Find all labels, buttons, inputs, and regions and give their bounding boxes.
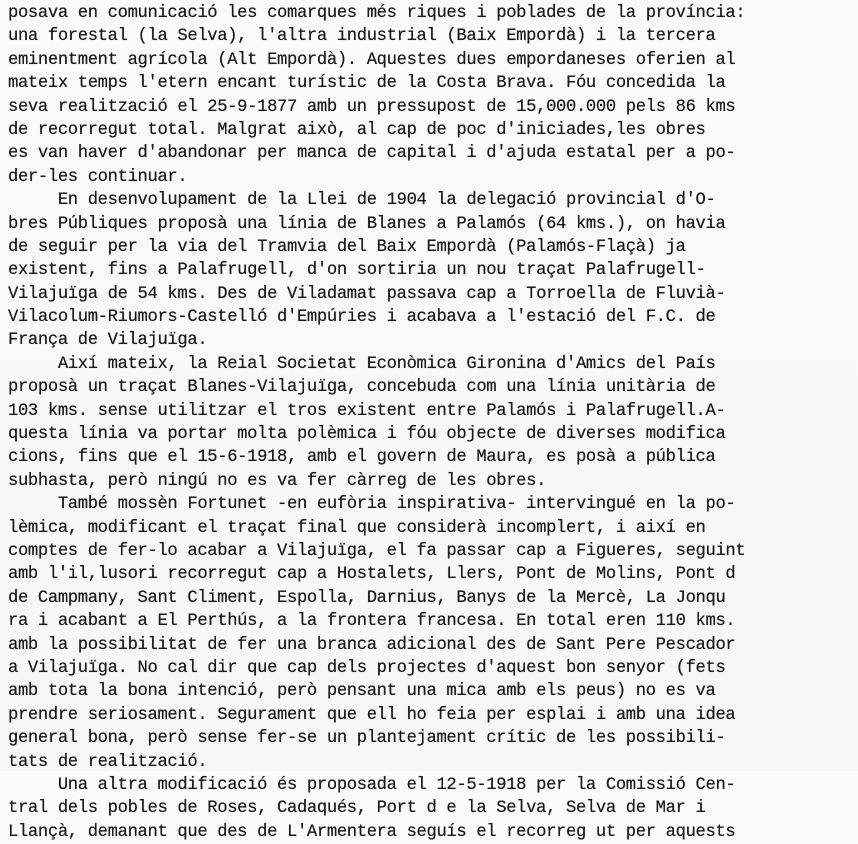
text-line: es van haver d'abandonar per manca de capital i d'ajuda estatal per a po- [8, 144, 736, 164]
text-line: 103 kms. sense utilitzar el tros existent entre Palamós i Palafrugell.A- [8, 401, 726, 421]
text-line: ra i acabant a El Perthús, a la frontera francesa. En total eren 110 kms. [8, 612, 736, 632]
text-line: posava en comunicació les comarques més riques i poblades de la província: [8, 4, 746, 23]
text-line: una forestal (la Selva), l'altra industrial (Baix Empordà) i la tercera [8, 27, 716, 47]
text-line: prendre seriosament. Segurament que ell ho feia per esplai i amb una idea [8, 705, 736, 725]
text-line: Vilajuïga de 54 kms. Des de Viladamat passava cap a Torroella de Fluvià- [8, 284, 726, 304]
text-line: seva realització el 25-9-1877 amb un pressupost de 15,000.000 pels 86 kms [8, 97, 736, 117]
text-line: de seguir per la via del Tramvia del Baix Empordà (Palamós-Flaçà) ja [8, 237, 686, 257]
text-line: amb l'il,lusori recorregut cap a Hostalets, Llers, Pont de Molins, Pont d [8, 565, 736, 585]
document-body [8, 2, 854, 844]
text-line: comptes de fer-lo acabar a Vilajuïga, el fa passar cap a Figueres, seguint [8, 541, 746, 561]
text-line: amb tota la bona intenció, però pensant una mica amb els peus) no es va [8, 682, 716, 702]
text-line: a Vilajuïga. No cal dir que cap dels projectes d'aquest bon senyor (fets [8, 658, 726, 678]
text-line: També mossèn Fortunet -en eufòria inspirativa- intervingué en la po- [8, 495, 736, 515]
text-line: existent, fins a Palafrugell, d'on sortiria un nou traçat Palafrugell- [8, 261, 706, 281]
text-line: subhasta, però ningú no es va fer càrreg de les obres. [8, 471, 547, 491]
text-line: Una altra modificació és proposada el 12-5-1918 per la Comissió Cen- [8, 775, 736, 795]
text-line: Així mateix, la Reial Societat Econòmica Gironina d'Amics del País [8, 354, 716, 374]
text-line: Llançà, demanant que des de L'Armentera seguís el recorreg ut per aquests [8, 822, 736, 842]
text-line: mateix temps l'etern encant turístic de la Costa Brava. Fóu concedida la [8, 74, 726, 94]
text-line: de Campmany, Sant Climent, Espolla, Darnius, Banys de la Mercè, La Jonqu [8, 588, 726, 608]
text-line: questa línia va portar molta polèmica i fóu objecte de diverses modifica [8, 425, 726, 445]
text-line: cions, fins que el 15-6-1918, amb el govern de Maura, es posà a pública [8, 448, 716, 468]
text-line: eminentment agrícola (Alt Empordà). Aquestes dues empordaneses oferien al [8, 50, 736, 70]
text-line: Vilacolum-Riumors-Castelló d'Empúries i acabava a l'estació del F.C. de [8, 308, 716, 328]
text-line: amb la possibilitat de fer una branca adicional des de Sant Pere Pescador [8, 635, 736, 655]
text-line: lèmica, modificant el traçat final que considerà incomplert, i així en [8, 518, 706, 538]
text-line: França de Vilajuïga. [8, 331, 208, 351]
text-line: proposà un traçat Blanes-Vilajuïga, concebuda com una línia unitària de [8, 378, 716, 398]
text-line: tats de realització. [8, 752, 208, 772]
text-line: En desenvolupament de la Llei de 1904 la delegació provincial d'O- [8, 191, 716, 211]
text-line: general bona, però sense fer-se un plantejament crític de les possibili- [8, 729, 726, 749]
text-line: tral dels pobles de Roses, Cadaqués, Port d e la Selva, Selva de Mar i [8, 799, 706, 819]
text-line: der-les continuar. [8, 167, 188, 187]
text-line: de recorregut total. Malgrat això, al cap de poc d'iniciades,les obres [8, 120, 706, 140]
text-line: bres Públiques proposà una línia de Blanes a Palamós (64 kms.), on havia [8, 214, 726, 234]
